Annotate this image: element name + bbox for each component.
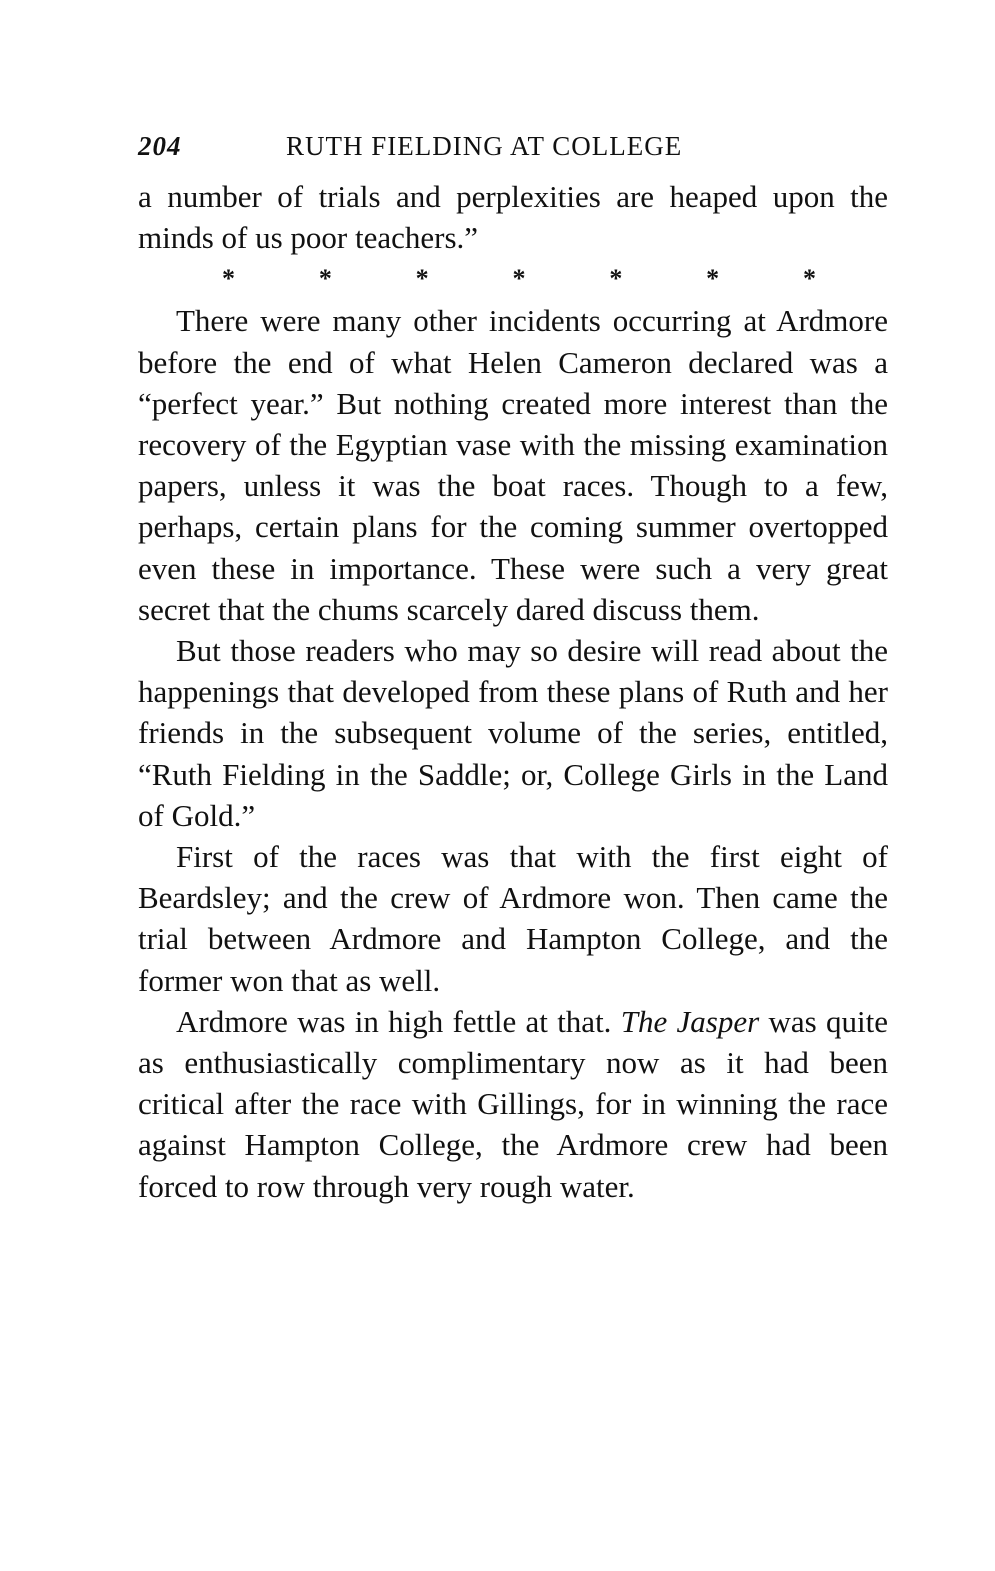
paragraph: But those readers who may so desire will read about the happenings that developed from these plans of Ruth and her friends in the subsequent volume of the series, entitled, “Ruth Fielding in the Saddle; or, College Girls in the Land of Gold.” [138,633,888,833]
section-break [138,258,888,300]
paragraph [138,1001,888,1207]
paragraph-text: Ardmore was in high fettle at that. [176,1003,621,1039]
asterisk: * [318,264,332,294]
paragraph-text: was quite as enthusiastically complimentary now as it had been critical after the race with Gillings, for in winning the race against Hampton College, the Ardmore crew had been forced to row through very rough water. [138,1003,888,1204]
page-number: 204 [138,131,182,161]
asterisk: * [512,264,526,294]
paragraph: There were many other incidents occurring at Ardmore before the end of what Helen Cameron declared was a “perfect year.” But nothing created more interest than the recovery of the Egyptian vase with the missing examination papers, unless it was the boat races. Though to a few, perhaps, certain plans for the coming summer overtopped even these in importance. These were such a very great secret that the chums scarcely dared discuss them. [138,303,888,627]
paragraph-continuation: a number of trials and perplexities are heaped upon the minds of us poor teachers.” [138,179,888,256]
asterisk: * [609,264,623,294]
newspaper-title: The Jasper [620,1003,760,1039]
asterisk: * [706,264,720,294]
page-header [138,124,888,168]
asterisk: * [222,264,235,294]
asterisk: * [802,264,816,294]
body-text [138,176,888,1207]
book-page [138,124,888,1207]
asterisk: * [415,264,429,294]
paragraph: First of the races was that with the first eight of Beardsley; and the crew of Ardmore won. Then came the trial between Ardmore and Hampton College, and the former won that as well. [138,839,888,998]
running-head: RUTH FIELDING AT COLLEGE [286,131,683,161]
